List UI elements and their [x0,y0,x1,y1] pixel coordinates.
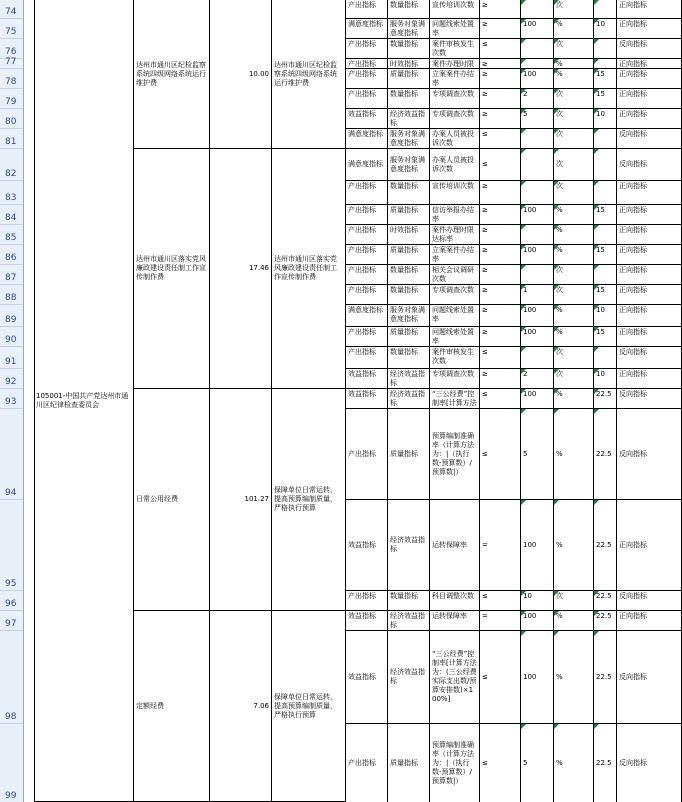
indicator-operator[interactable]: ≥ [480,59,521,69]
indicator-value[interactable] [521,39,554,59]
indicator-unit[interactable]: % [554,205,594,225]
indicator-operator[interactable]: ≥ [480,369,521,389]
indicator-unit[interactable]: % [554,724,594,802]
row-number[interactable]: 94 [0,409,23,500]
indicator-weight[interactable]: 22.5 [594,591,617,611]
indicator-level3[interactable]: 预算编制准确率（计算方法为：|（执行数-预算数）/预算数|） [430,724,480,802]
indicator-level1[interactable]: 产出指标 [346,89,388,109]
indicator-level2[interactable]: 数量指标 [388,0,430,19]
indicator-level2[interactable]: 数量指标 [388,285,430,305]
indicator-direction[interactable]: 反向指标 [617,149,682,181]
indicator-weight[interactable] [594,39,617,59]
indicator-direction[interactable]: 反向指标 [617,409,682,500]
indicator-level2[interactable]: 经济效益指标 [388,611,430,631]
row-number[interactable]: 87 [0,265,23,285]
indicator-level2[interactable]: 数量指标 [388,181,430,205]
indicator-unit[interactable]: % [554,19,594,39]
indicator-level2[interactable]: 时效指标 [388,225,430,245]
indicator-value[interactable]: 100 [521,611,554,631]
indicator-value[interactable] [521,59,554,69]
indicator-weight[interactable] [594,225,617,245]
indicator-level2[interactable]: 数量指标 [388,347,430,369]
indicator-level3[interactable]: 专项调查次数 [430,285,480,305]
indicator-weight[interactable]: 22.5 [594,389,617,409]
indicator-value[interactable]: 100 [521,389,554,409]
project-amount[interactable]: 10.00 [210,0,272,149]
indicator-direction[interactable]: 反向指标 [617,591,682,611]
indicator-level2[interactable]: 质量指标 [388,69,430,89]
indicator-operator[interactable]: ≥ [480,327,521,347]
indicator-operator[interactable]: = [480,500,521,591]
indicator-direction[interactable]: 正向指标 [617,500,682,591]
project-amount[interactable]: 17.46 [210,149,272,389]
row-number[interactable]: 91 [0,347,23,369]
indicator-value[interactable]: 100 [521,631,554,724]
indicator-level1[interactable]: 产出指标 [346,724,388,802]
indicator-level2[interactable]: 数量指标 [388,39,430,59]
indicator-unit[interactable]: 次 [554,129,594,149]
indicator-value[interactable] [521,181,554,205]
indicator-level3[interactable]: 问题线索处置率 [430,327,480,347]
indicator-value[interactable]: 10 [521,591,554,611]
indicator-weight[interactable]: 22.5 [594,500,617,591]
row-number[interactable]: 85 [0,225,23,245]
indicator-direction[interactable]: 正向指标 [617,205,682,225]
indicator-operator[interactable]: ≥ [480,109,521,129]
indicator-unit[interactable]: 次 [554,109,594,129]
indicator-level2[interactable]: 服务对象满意度指标 [388,129,430,149]
indicator-direction[interactable]: 正向指标 [617,225,682,245]
indicator-weight[interactable] [594,0,617,19]
project-amount[interactable]: 101.27 [210,389,272,611]
indicator-direction[interactable]: 反向指标 [617,631,682,724]
indicator-unit[interactable]: % [554,327,594,347]
indicator-operator[interactable]: ≤ [480,129,521,149]
indicator-operator[interactable]: ≥ [480,285,521,305]
indicator-level3[interactable]: 案件审核发生次数 [430,347,480,369]
project-goal[interactable]: 达州市通川区落实党风廉政建设责任制工作宣传制作费 [272,149,346,389]
indicator-value[interactable]: 5 [521,409,554,500]
indicator-level1[interactable]: 满意度指标 [346,19,388,39]
indicator-level1[interactable]: 效益指标 [346,611,388,631]
row-number[interactable]: 75 [0,19,23,39]
indicator-level2[interactable]: 服务对象满意度指标 [388,305,430,327]
indicator-value[interactable] [521,265,554,285]
indicator-level1[interactable]: 效益指标 [346,389,388,409]
indicator-operator[interactable]: = [480,611,521,631]
indicator-weight[interactable]: 15 [594,285,617,305]
indicator-value[interactable] [521,0,554,19]
indicator-level3[interactable]: 问题线索处置率 [430,19,480,39]
indicator-operator[interactable]: ≥ [480,19,521,39]
row-number[interactable]: 99 [0,724,23,802]
row-number[interactable]: 90 [0,327,23,347]
indicator-level1[interactable]: 产出指标 [346,39,388,59]
row-number[interactable]: 81 [0,129,23,149]
indicator-operator[interactable]: ≤ [480,409,521,500]
indicator-weight[interactable]: 22.5 [594,409,617,500]
indicator-level3[interactable]: 专项调查次数 [430,109,480,129]
indicator-level3[interactable]: 专项调查次数 [430,369,480,389]
indicator-unit[interactable]: % [554,59,594,69]
indicator-value[interactable]: 5 [521,109,554,129]
project-goal[interactable]: 达州市通川区纪检监察系统四级网络系统运行维护费 [272,0,346,149]
row-number[interactable]: 82 [0,149,23,181]
indicator-direction[interactable]: 反向指标 [617,389,682,409]
project-name[interactable]: 达州市通川区落实党风廉政建设责任制工作宣传制作费 [134,149,210,389]
indicator-operator[interactable]: ≤ [480,347,521,369]
indicator-value[interactable]: 100 [521,19,554,39]
indicator-level3[interactable]: “三公经费”控制率[计算方法 [430,389,480,409]
indicator-unit[interactable]: % [554,245,594,265]
row-number[interactable]: 78 [0,69,23,89]
indicator-operator[interactable]: ≥ [480,181,521,205]
indicator-level2[interactable]: 经济效益指标 [388,369,430,389]
indicator-direction[interactable]: 反向指标 [617,129,682,149]
indicator-value[interactable]: 5 [521,724,554,802]
project-name[interactable]: 定额经费 [134,611,210,802]
indicator-operator[interactable]: ≥ [480,0,521,19]
indicator-value[interactable]: 100 [521,245,554,265]
indicator-level2[interactable]: 服务对象满意度指标 [388,149,430,181]
indicator-unit[interactable]: 次 [554,347,594,369]
department-name[interactable]: 105001-中国共产党达州市通川区纪律检查委员会 [34,0,134,802]
indicator-unit[interactable]: % [554,305,594,327]
row-number[interactable]: 80 [0,109,23,129]
row-number[interactable]: 84 [0,205,23,225]
indicator-direction[interactable]: 正向指标 [617,181,682,205]
indicator-unit[interactable]: % [554,225,594,245]
indicator-unit[interactable]: % [554,611,594,631]
indicator-operator[interactable]: ≥ [480,69,521,89]
indicator-direction[interactable]: 正向指标 [617,305,682,327]
indicator-level1[interactable]: 产出指标 [346,591,388,611]
project-amount[interactable]: 7.06 [210,611,272,802]
indicator-direction[interactable]: 反向指标 [617,347,682,369]
indicator-weight[interactable]: 15 [594,245,617,265]
indicator-weight[interactable] [594,149,617,181]
row-number[interactable]: 88 [0,285,23,305]
indicator-unit[interactable]: 次 [554,0,594,19]
indicator-value[interactable]: 100 [521,205,554,225]
indicator-level3[interactable]: 案件审核发生次数 [430,39,480,59]
row-number[interactable]: 95 [0,500,23,591]
indicator-level3[interactable]: 信访举报办结率 [430,205,480,225]
indicator-level1[interactable]: 产出指标 [346,225,388,245]
row-number[interactable]: 96 [0,591,23,611]
indicator-direction[interactable]: 正向指标 [617,69,682,89]
indicator-level2[interactable]: 时效指标 [388,59,430,69]
row-number[interactable]: 83 [0,181,23,205]
indicator-level1[interactable]: 效益指标 [346,109,388,129]
indicator-level2[interactable]: 数量指标 [388,265,430,285]
indicator-level3[interactable]: 运转保障率 [430,611,480,631]
indicator-unit[interactable]: % [554,69,594,89]
indicator-level3[interactable]: 办案人员被投诉次数 [430,129,480,149]
indicator-value[interactable]: 2 [521,369,554,389]
indicator-weight[interactable]: 22.5 [594,631,617,724]
indicator-unit[interactable]: 次 [554,369,594,389]
indicator-level3[interactable]: 立案案件办结率 [430,245,480,265]
indicator-weight[interactable]: 15 [594,89,617,109]
indicator-weight[interactable] [594,129,617,149]
indicator-value[interactable]: 1 [521,285,554,305]
indicator-direction[interactable]: 正向指标 [617,611,682,631]
indicator-unit[interactable]: % [554,409,594,500]
indicator-value[interactable] [521,149,554,181]
indicator-value[interactable]: 100 [521,327,554,347]
indicator-direction[interactable]: 正向指标 [617,245,682,265]
indicator-level2[interactable]: 经济效益指标 [388,109,430,129]
indicator-level1[interactable]: 产出指标 [346,327,388,347]
indicator-operator[interactable]: ≥ [480,265,521,285]
indicator-direction[interactable]: 正向指标 [617,0,682,19]
indicator-weight[interactable]: 22.5 [594,724,617,802]
indicator-level2[interactable]: 质量指标 [388,724,430,802]
indicator-level2[interactable]: 质量指标 [388,409,430,500]
indicator-value[interactable]: 2 [521,89,554,109]
indicator-level2[interactable]: 质量指标 [388,205,430,225]
indicator-value[interactable] [521,129,554,149]
indicator-level3[interactable]: 问题线索处置率 [430,305,480,327]
indicator-unit[interactable]: % [554,500,594,591]
indicator-unit[interactable]: 次 [554,39,594,59]
indicator-level1[interactable]: 满意度指标 [346,149,388,181]
indicator-direction[interactable]: 正向指标 [617,285,682,305]
indicator-weight[interactable] [594,265,617,285]
indicator-level2[interactable]: 质量指标 [388,245,430,265]
indicator-direction[interactable]: 正向指标 [617,89,682,109]
indicator-level3[interactable]: 科目调整次数 [430,591,480,611]
indicator-level3[interactable]: “三公经费”控制率[计算方法为：(三公经费实际支出数/预算安排数)×100%] [430,631,480,724]
indicator-weight[interactable]: 10 [594,369,617,389]
row-number[interactable]: 76 [0,39,23,59]
indicator-operator[interactable]: ≤ [480,149,521,181]
indicator-level3[interactable]: 预算编制准确率（计算方法为：|（执行数-预算数）/预算数|） [430,409,480,500]
indicator-level1[interactable]: 产出指标 [346,59,388,69]
indicator-level1[interactable]: 满意度指标 [346,129,388,149]
indicator-level1[interactable]: 效益指标 [346,369,388,389]
indicator-level1[interactable]: 产出指标 [346,181,388,205]
indicator-unit[interactable]: 次 [554,591,594,611]
indicator-operator[interactable]: ≤ [480,631,521,724]
indicator-weight[interactable] [594,347,617,369]
project-name[interactable]: 日常公用经费 [134,389,210,611]
indicator-unit[interactable]: % [554,389,594,409]
row-number[interactable]: 74 [0,0,23,19]
indicator-unit[interactable]: % [554,631,594,724]
indicator-weight[interactable] [594,181,617,205]
indicator-level1[interactable]: 满意度指标 [346,305,388,327]
indicator-level3[interactable]: 宣传培训次数 [430,181,480,205]
indicator-level3[interactable]: 相关会议调研次数 [430,265,480,285]
indicator-weight[interactable]: 15 [594,69,617,89]
indicator-level3[interactable]: 宣传培训次数 [430,0,480,19]
indicator-level1[interactable]: 效益指标 [346,500,388,591]
indicator-unit[interactable]: 次 [554,265,594,285]
indicator-level1[interactable]: 产出指标 [346,205,388,225]
indicator-operator[interactable]: ≥ [480,225,521,245]
indicator-level1[interactable]: 产出指标 [346,347,388,369]
indicator-weight[interactable]: 10 [594,109,617,129]
indicator-level2[interactable]: 经济效益指标 [388,389,430,409]
project-goal[interactable]: 保障单位日常运转，提高预算编制质量，严格执行预算 [272,389,346,611]
indicator-direction[interactable]: 正向指标 [617,327,682,347]
indicator-value[interactable]: 100 [521,500,554,591]
row-number[interactable]: 97 [0,611,23,631]
row-number[interactable]: 86 [0,245,23,265]
indicator-level1[interactable]: 产出指标 [346,69,388,89]
indicator-operator[interactable]: ≤ [480,389,521,409]
indicator-value[interactable]: 100 [521,69,554,89]
project-goal[interactable]: 保障单位日常运转，提高预算编制质量，严格执行预算 [272,611,346,802]
project-name[interactable]: 达州市通川区纪检监察系统四级网络系统运行维护费 [134,0,210,149]
indicator-level1[interactable]: 产出指标 [346,265,388,285]
indicator-direction[interactable]: 正向指标 [617,59,682,69]
indicator-level1[interactable]: 产出指标 [346,0,388,19]
indicator-direction[interactable]: 正向指标 [617,265,682,285]
indicator-direction[interactable]: 正向指标 [617,19,682,39]
indicator-operator[interactable]: ≤ [480,591,521,611]
indicator-weight[interactable]: 15 [594,327,617,347]
indicator-level2[interactable]: 数量指标 [388,591,430,611]
indicator-level3[interactable]: 立案案件办结率 [430,69,480,89]
indicator-weight[interactable]: 10 [594,305,617,327]
indicator-level1[interactable]: 产出指标 [346,285,388,305]
indicator-direction[interactable]: 反向指标 [617,39,682,59]
row-number[interactable]: 89 [0,305,23,327]
indicator-level2[interactable]: 经济效益指标 [388,631,430,724]
indicator-unit[interactable]: 次 [554,89,594,109]
indicator-direction[interactable]: 反向指标 [617,724,682,802]
indicator-operator[interactable]: ≥ [480,205,521,225]
indicator-level1[interactable]: 产出指标 [346,409,388,500]
indicator-value[interactable] [521,225,554,245]
row-number[interactable]: 98 [0,631,23,724]
row-number[interactable]: 93 [0,389,23,409]
indicator-level3[interactable]: 运转保障率 [430,500,480,591]
indicator-weight[interactable] [594,59,617,69]
indicator-value[interactable]: 100 [521,305,554,327]
indicator-level2[interactable]: 经济效益指标 [388,500,430,591]
row-number[interactable]: 92 [0,369,23,389]
indicator-level3[interactable]: 专项调查次数 [430,89,480,109]
indicator-level2[interactable]: 质量指标 [388,327,430,347]
indicator-operator[interactable]: ≤ [480,39,521,59]
indicator-unit[interactable]: 次 [554,149,594,181]
indicator-operator[interactable]: ≤ [480,724,521,802]
indicator-level3[interactable]: 案件办理时限达标率 [430,225,480,245]
row-number[interactable]: 77 [0,59,23,69]
indicator-weight[interactable]: 22.5 [594,611,617,631]
indicator-level3[interactable]: 办案人员被投诉次数 [430,149,480,181]
indicator-direction[interactable]: 正向指标 [617,109,682,129]
indicator-operator[interactable]: ≥ [480,245,521,265]
indicator-direction[interactable]: 正向指标 [617,369,682,389]
indicator-level1[interactable]: 产出指标 [346,245,388,265]
indicator-level1[interactable]: 效益指标 [346,631,388,724]
indicator-weight[interactable]: 10 [594,19,617,39]
indicator-value[interactable] [521,347,554,369]
indicator-operator[interactable]: ≥ [480,305,521,327]
indicator-level2[interactable]: 数量指标 [388,89,430,109]
row-number[interactable]: 79 [0,89,23,109]
indicator-unit[interactable]: 次 [554,285,594,305]
indicator-weight[interactable]: 15 [594,205,617,225]
indicator-operator[interactable]: ≥ [480,89,521,109]
indicator-level2[interactable]: 服务对象满意度指标 [388,19,430,39]
indicator-unit[interactable]: 次 [554,181,594,205]
indicator-level3[interactable]: 案件办理时限 [430,59,480,69]
